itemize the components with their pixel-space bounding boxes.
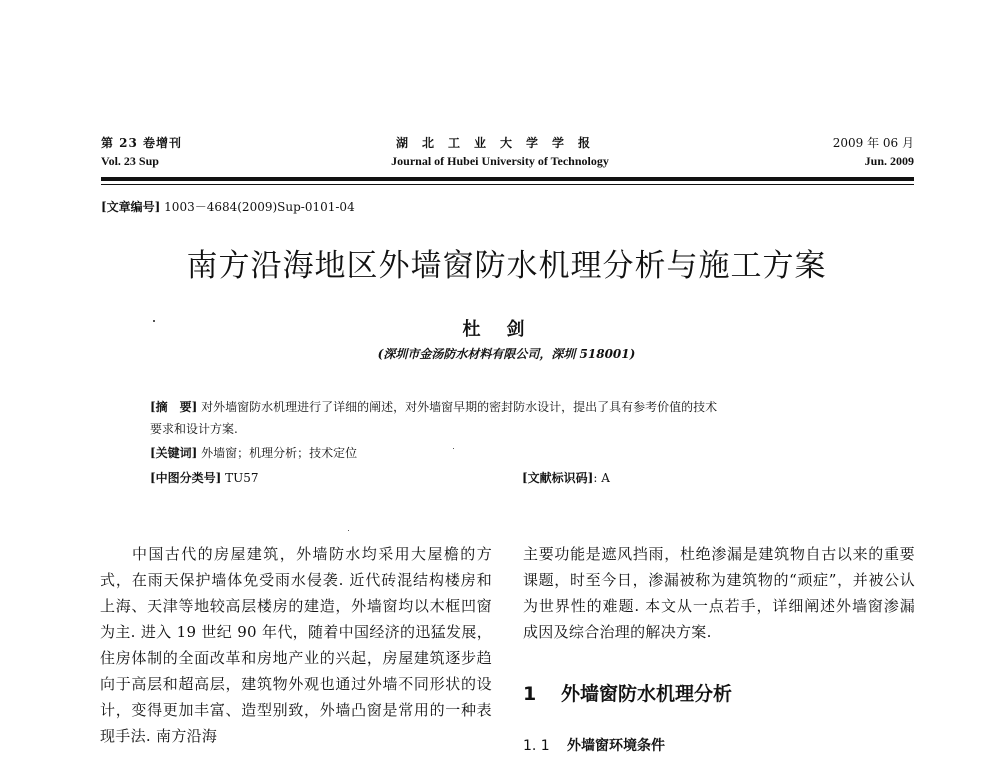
document-code-value: : A	[593, 471, 610, 485]
abstract-label: [摘 要]	[150, 400, 198, 414]
abstract-text-line1: 对外墙窗防水机理进行了详细的阐述，对外墙窗早期的密封防水设计，提出了具有参考价值的技术	[197, 400, 718, 414]
journal-volume-en: Vol. 23 Sup	[101, 154, 159, 168]
section-heading-1	[523, 679, 732, 706]
scan-speck	[348, 530, 349, 531]
section-1-number: 1	[523, 683, 537, 705]
keywords-label: [关键词]	[150, 446, 198, 460]
abstract	[150, 398, 717, 415]
header-rule-thin	[101, 184, 914, 185]
journal-name-en: Journal of Hubei University of Technology	[391, 154, 609, 168]
section-heading-1-1	[523, 735, 665, 755]
body-paragraph-right: 主要功能是遮风挡雨，杜绝渗漏是建筑物自古以来的重要课题，时至今日，渗漏被称为建筑物的“顽症”，并被公认为世界性的难题. 本文从一点若手，详细阐述外墙窗渗漏成因及综合治理的解决方案.	[523, 545, 915, 641]
journal-name-cn: 湖北工业大学学报	[395, 136, 604, 150]
article-number-label: [文章编号]	[101, 200, 161, 214]
article-number	[101, 198, 355, 215]
body-paragraph-left: 中国古代的房屋建筑，外墙防水均采用大屋檐的方式，在雨天保护墙体免受雨水侵袭. 近代砖混结构楼房和上海、天津等地较高层楼房的建造，外墙窗均以木框凹窗为主. 进入 19 世纪 90 年代，随着中国经济的迅猛发展，住房体制的全面改革和房地产业的兴起，房屋建筑逐步趋向于高层和超高层，建筑物外观也通过外墙不同形状的设计，变得更加丰富、造型别致，外墙凸窗是常用的一种表现手法. 南方沿海	[100, 545, 492, 745]
document-code-label: [文献标识码]	[522, 471, 594, 485]
abstract-text-line2: 要求和设计方案.	[150, 422, 238, 436]
issue-date-en: Jun. 2009	[864, 154, 914, 168]
section-1-1-title: 外墙窗环境条件	[567, 738, 665, 754]
header-rule-thick	[101, 177, 914, 181]
author-affiliation: (深圳市金汤防水材料有限公司，深圳 518001)	[377, 347, 636, 361]
scan-speck	[153, 320, 155, 322]
classification-number	[150, 469, 259, 486]
article-number-value: 1003－4684(2009)Sup-0101-04	[160, 200, 355, 214]
document-code	[522, 469, 610, 486]
keywords-value: 外墙窗；机理分析；技术定位	[197, 446, 358, 460]
scan-speck	[453, 448, 454, 449]
journal-volume-cn: 第 23 卷增刊	[101, 136, 183, 150]
body-left-column	[100, 541, 492, 749]
paper-title: 南方沿海地区外墙窗防水机理分析与施工方案	[186, 248, 827, 284]
body-right-column	[523, 541, 915, 645]
section-1-title: 外墙窗防水机理分析	[561, 683, 733, 705]
abstract-continued	[150, 420, 238, 437]
author-name: 杜剑	[462, 319, 551, 340]
classification-value: TU57	[221, 471, 259, 485]
classification-label: [中图分类号]	[150, 471, 222, 485]
keywords	[150, 444, 357, 461]
section-1-1-number: 1. 1	[523, 738, 550, 754]
issue-date-cn: 2009 年 06 月	[832, 136, 914, 150]
